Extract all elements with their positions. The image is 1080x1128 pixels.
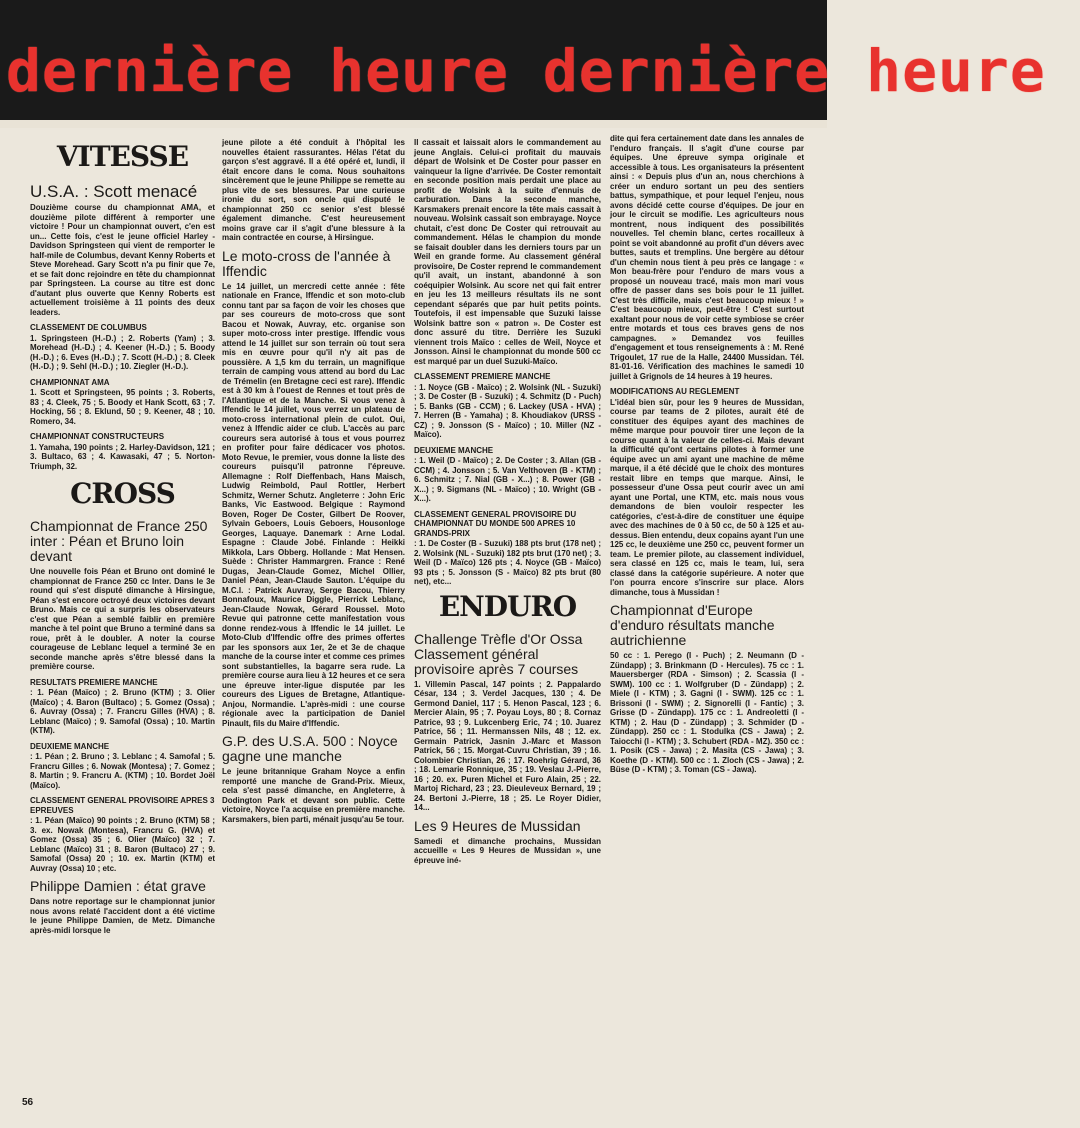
results-ama: 1. Scott et Springsteen, 95 points ; 3. Roberts, 83 ; 4. Cleek, 75 ; 5. Boody et Hank Scott, 63 ; 7. Hocking, 56 ; 8. Eklund, 50 ; 9. Keener, 48 ; 10. Romero, 34. bbox=[30, 388, 215, 426]
article-motocross: Le 14 juillet, un mercredi cette année : fête nationale en France, Iffendic et son moto-club connu tant par sa façon de voir les choses que par ses coureurs de moto-cross que sont Bacou et Nowak, Auvray, etc. organise son super moto-cross inter prestige. Iffendic vous attend le 14 juillet sur son terrain où tout sera mis en œuvre pour qu'il n'y ait pas de poussière. A 1,5 km du terrain, un magnifique terrain de camping vous attend au bord du Lac de Trémelin (en Bretagne ceci est rare). Iffendic est à 30 km à l'ouest de Rennes et tout près de l'Atlantique et de la Manche. Si vous venez à Iffendic le 14 juillet, vous verrez un plateau de moto-cross international plein de culot. Oui, venez à Iffendic aider ce club. L'accès au parc coureurs sera autorisé à tous et vous pourrez en profiter pour faire dédicacer vos photos. Moto Revue, le premier, vous donne la liste des coureurs puisqu'il patronne l'épreuve. Allemagne : Rolf Dieffenbach, Hans Maisch, Ludwig Reimbold, Paul Rottler, Herbert Schmitz, Werner Schutz. Angleterre : John Eric Banks, Vic Eastwood. Belgique : Raymond Boven, Roger De Coster, Gilbert De Roover, Sylvain Geboers, Louis Geboers, Housonloge Georges, Laquaye. Danemark : Arne Lodal. Espagne : Claude Jobé. Finlande : Heikki Mikkola, Lars Obberg. Hollande : Mat Hensen. Suède : Christer Hammargren. France : René Dugas, Jean-Claude Gomez, Michel Ollier, Daniel Péan, Jean-Claude Sauton. L'équipe du M.C.I. : Patrick Auvray, Serge Bacou, Thierry Bonnafoux, Maurice Diggle, Pierrick Leblanc, Jean-Claude Nowak, Gérard Roussel. Moto Revue qui patronne cette manifestation vous donne rendez-vous à Iffendic le 14 juillet. Le Moto-Club d'Iffendic offre des primes offertes par les sponsors aux 1er, 2e et 3e de chaque manche de la course inter et comme ces primes sont substantielles, la bagarre sera rude. La première course aura lieu à 12 heures et ce sera une épreuve inter-ligue disputée par les coureurs des Ligues de Bretagne, Atlantique-Anjou, Normandie. L'après-midi : une course régionale avec la participation de Daniel Pinault, fils du Maire d'Iffendic. bbox=[222, 281, 405, 728]
subhead-deuxieme-manche: DEUXIEME MANCHE bbox=[414, 445, 494, 455]
column-4 bbox=[610, 134, 804, 780]
subhead-constructeurs: CHAMPIONNAT CONSTRUCTEURS bbox=[30, 432, 165, 441]
results-challenge: 1. Villemin Pascal, 147 points ; 2. Pappalardo César, 134 ; 3. Verdel Jacques, 130 ; 4. De Germond Daniel, 117 ; 5. Henon Pascal, 123 ; 6. Mercier Alain, 95 ; 7. Poyau Loys, 80 ; 8. Cornaz Patrice, 93 ; 9. Lukcenberg Eric, 74 ; 10. Juarez Patrice, 56 ; 11. Hermanssen Nils, 48 ; 12. ex. Germain Patrick, Jasnin J.-Marc et Masson Patrick, 56 ; 15. Morgat-Cuvru Christian, 39 ; 16. Colombier Christian, 26 ; 17. Roehrig Gérard, 36 ; 18. Lemarie Ronnique, 35 ; 19. Veslau J.-Pierre, 16 ; 20. ex. Puren Michel et Furo Alain, 25 ; 22. Martoj Richard, 23 ; 23. Dieuleveux Bernard, 19 ; 24. Bertoni J.-Pierre, 18 ; 25. Le Royer Didier, 14... bbox=[414, 679, 601, 812]
headline-gp-usa: G.P. des U.S.A. 500 : Noyce gagne une manche bbox=[222, 733, 398, 764]
masthead-banner bbox=[0, 0, 1046, 120]
results-deuxieme: : 1. Péan ; 2. Bruno ; 3. Leblanc ; 4. Samofal ; 5. Francru Gilles ; 6. Nowak (Montesa) ; 7. Gomez ; 8. Martin ; 9. Francru A. (KTM) ; 10. Bordet Joël (Maïco). bbox=[30, 752, 215, 790]
article-mussidan: Samedi et dimanche prochains, Mussidan accueille « Les 9 Heures de Mussidan », une épreuve iné- bbox=[414, 836, 601, 865]
subhead-resultats: RESULTATS PREMIERE MANCHE bbox=[30, 677, 158, 687]
article-mussidan-cont: dite qui fera certainement date dans les annales de l'enduro français. Il s'agit d'une course par équipes. Une épreuve sympa originale et accessible à tous. Les organisateurs la présentent ainsi : « Depuis plus d'un an, nous cherchions à créer un enduro sortant un peu des sentiers battus, sympathique, et pour lequel l'enjeu, nous avons décidé cette course d'équipes. De jour en jour le circuit se modifie. Les agriculteurs nous montrent, nous indiquent des possibilités nouvelles. Tel chemin blanc, certes rocailleux à point se voit abandonné au profit d'un dévers avec buttes, sauts et tremplins. Une bergère au détour d'un chemin nous tient à peu près ce langage : « Mon beau-frère pour l'enduro de mars vous a proposé un nouveau tracé, mais mon mari vous offre de passer dans ses bois pour le 11 juillet. C'est très difficile, mais c'est beaucoup mieux ! » C'est beaucoup mieux, peut-être ! C'est surtout exaltant pour nous de voir cette symbiose se créer entre motards et tous ces braves gens de nos campagnes. » Demandez vos feuilles d'engagement et tous renseignements à : M. René Trigoulet, 17 rue de la Halle, 24400 Mussidan. Tél. 81-01-16. Vérification des machines le samedi 10 juillet à Grignols de 14 heures à 19 heures. bbox=[610, 134, 804, 381]
article-usa: Douzième course du championnat AMA, et douzième pilote différent à remporter une victoire ! Pour un championnat ouvert, c'en est un... Cette fois, c'est le jeune officiel Harley - Davidson Springsteen qui vient de remporter le half-mile de Columbus, devant Kenny Roberts et Steve Morehead. Gary Scott n'a pu finir que 7e, et se fait donc rejoindre en tête du championnat par Springsteen. La course au titre est donc d'autant plus ouverte que Kenny Roberts est actuellement troisième à 11 points des deux leaders. bbox=[30, 203, 215, 317]
subhead-deuxieme: DEUXIEME MANCHE bbox=[30, 741, 110, 751]
headline-challenge: Challenge Trèfle d'Or Ossa Classement général provisoire après 7 courses bbox=[414, 630, 583, 677]
subhead-premiere-manche: CLASSEMENT PREMIERE MANCHE bbox=[414, 372, 551, 381]
subhead-general: CLASSEMENT GENERAL PROVISOIRE DU CHAMPIONNAT DU MONDE 500 APRES 10 GRANDS-PRIX bbox=[414, 509, 577, 538]
section-title-cross: CROSS bbox=[70, 477, 175, 510]
results-general: : 1. De Coster (B - Suzuki) 188 pts brut (178 net) ; 2. Wolsink (NL - Suzuki) 182 pts brut (170 net) ; 3. Weil (D - Maïco) 126 pts ; 4. Noyce (GB - Maïco) 93 pts ; 5. Jonsson (S - Maïco) 82 pts brut (80 net), etc... bbox=[414, 539, 601, 586]
headline-europe: Championnat d'Europe d'enduro résultats manche autrichienne bbox=[610, 602, 775, 648]
page-number: 56 bbox=[22, 1097, 34, 1108]
banner-title bbox=[6, 37, 1080, 105]
banner-text-1: dernière heure bbox=[6, 37, 509, 105]
results-classement: : 1. Péan (Maïco) 90 points ; 2. Bruno (KTM) 58 ; 3. ex. Nowak (Montesa), Francru G. (HVA) et Gomez (Ossa) 35 ; 6. Olier (Maïco) 32 ; 7. Leblanc (Maïco) 31 ; 8. Baron (Bultaco) 27 ; 9. Samofal (Ossa) 20 ; 10. ex. Martin (KTM) et Auvray (Ossa) 10 ; etc. bbox=[30, 816, 215, 873]
results-constructeurs: 1. Yamaha, 190 points ; 2. Harley-Davidson, 121 ; 3. Bultaco, 63 ; 4. Kawasaki, 47 ; 5. Norton-Triumph, 32. bbox=[30, 442, 215, 471]
article-gp-cont: Il cassait et laissait alors le commandement au jeune Anglais. Celui-ci profitait du mauvais départ de Wolsink et De Coster pour passer en vainqueur la ligne d'arrivée. De Coster remontait en seconde position mais perdait une place au profit de Wolsink à la suite d'ennuis de carburation. Dans la seconde manche, Karsmakers prenait encore la tête mais cassait à nouveau. Wolsink cassait son embrayage. Noyce chutait, c'est donc De Coster qui retrouvait au commandement. Hélas le champion du monde se faisait doubler dans les derniers tours par un Weil en grande forme. Au classement général provisoire, De Coster reprend le commandement qu'il avait, un instant, abandonné à son coéquipier Wolsink. Au score net qui fait entrer en jeu les 13 meilleurs résultats ils ne sont cependant séparés que par huit petits points. Toutefois, il est impensable que Suzuki laisse Wolsink battre son « patron ». De Coster est donc assuré du titre. Derrière les Suzuki viennent trois Maïco : celles de Weil, Noyce et Jonsson. Ainsi le championnat du monde 500 cc est marqué par un duel Suzuki-Maïco. bbox=[414, 138, 601, 366]
results-deuxieme-manche: : 1. Weil (D - Maïco) ; 2. De Coster ; 3. Allan (GB - CCM) ; 4. Jonsson ; 5. Van Velthoven (B - KTM) ; 6. Schmitz ; 7. Nial (GB - X...) ; 8. Power (GB - X...) ; 9. Sigmans (NL - Maïco) ; 10. Wright (GB - X...). bbox=[414, 456, 601, 503]
article-gp-usa: Le jeune britannique Graham Noyce a enfin remporté une manche de Grand-Prix. Mieux, cela s'est passé dimanche, en Angleterre, à Dodington Park et devant son public. Cette victoire, Noyce l'a acquise en première manche. Karsmakers, bien parti, ménait jusqu'au 5e tour. bbox=[222, 767, 405, 824]
headline-usa: U.S.A. : Scott menacé bbox=[30, 182, 198, 201]
article-philippe-cont: jeune pilote a été conduit à l'hôpital les nouvelles étaient rassurantes. Hélas l'état du garçon s'est aggravé. Il a été opéré et, lundi, il était encore dans le coma. Nous souhaitons sincèrement que le jeune Philippe se remette au plus vite de ses blessures. Par une curieuse ironie du sort, son oncle qui disputé le championnat 250 cc senior s'est blessé également dimanche. C'est heureusement moins grave car il s'agit d'une blessure à la main contractée en course, à Hirsingue. bbox=[222, 138, 405, 242]
headline-philippe: Philippe Damien : état grave bbox=[30, 878, 206, 894]
results-columbus: 1. Springsteen (H.-D.) ; 2. Roberts (Yam) ; 3. Morehead (H.-D.) ; 4. Keener (H.-D.) ; 5. Boody (H.-D.) ; 6. Eves (H.-D.) ; 7. Scott (H.-D.) ; 8. Cleek (H.-D.) ; 9. Sehl (H.-D.) ; 10. Ziegler (H.-D.). bbox=[30, 333, 215, 371]
subhead-modifications: MODIFICATIONS AU REGLEMENT bbox=[610, 387, 740, 396]
banner-text-2: dernière heure bbox=[542, 37, 1046, 105]
article-modifications: L'idéal bien sûr, pour les 9 heures de Mussidan, course par teams de 2 pilotes, aurait été de constituer des équipes ayant des machines de même marque pour pouvoir tirer une leçon de la course quant à la valeur de celles-ci. Mais devant la difficulté qu'ont certains pilotes à former une équipe avec un ami ayant une machine de même marque, il a été décidé que le choix des montures restait libre en temps que marque. Ainsi, le possesseur d'une Ossa peut courir avec un ami ayant une Portal, une KTM, etc. mais nous vous demandons de bien vouloir respecter les catégories, c'est-à-dire de constituer une équipe avec des machines de 0 à 50 cc, de 50 à 125 et au-dessus. Bien entendu, deux copains ayant l'un une 125 cc, le deuxième une 250 cc, peuvent former un team. Le premier pilote, au classement individuel, sera classé en 125 cc, mais le team, lui, sera classé dans la catégorie supérieure. A noter que l'on pourra encore s'inscrire sur place. Alors dimanche, tous à Mussidan ! bbox=[610, 397, 804, 597]
headline-cross: Championnat de France 250 inter : Péan et Bruno loin devant bbox=[30, 518, 208, 564]
results-premiere-manche: : 1. Noyce (GB - Maïco) ; 2. Wolsink (NL - Suzuki) ; 3. De Coster (B - Suzuki) ; 4. Schmitz (D - Puch) ; 5. Banks (GB - CCM) ; 6. Lackey (USA - HVA) ; 7. Herren (B - Yamaha) ; 8. Khoudiakov (URSS - CZ) ; 9. Jonsson (S - Maïco) ; 10. Miller (NZ - Maïco). bbox=[414, 382, 601, 439]
subhead-ama: CHAMPIONNAT AMA bbox=[30, 377, 110, 387]
column-3 bbox=[414, 138, 601, 870]
article-cross: Une nouvelle fois Péan et Bruno ont dominé le championnat de France 250 cc Inter. Dans le 3e round qui s'est disputé dimanche à Hirsingue, Péan s'est encore octroyé deux victoires devant Bruno. Mais ce qui a surpris les observateurs c'est que Péan a semblé faiblir en première manche à tel point que Bruno a terminé dans sa roue, prêt à le doubler. A noter la course courageuse de Leblanc lequel a terminé 3e en seconde manche après s'être blessé dans la première course. bbox=[30, 567, 215, 671]
results-premiere: : 1. Péan (Maïco) ; 2. Bruno (KTM) ; 3. Olier (Maïco) ; 4. Baron (Bultaco) ; 5. Gomez (Ossa) ; 6. Auvray (Ossa) ; 7. Francru Gilles (HVA) ; 8. Leblanc (Maïco) ; 9. Samofal (Ossa) ; 10. Martin (KTM). bbox=[30, 688, 215, 735]
subhead-columbus: CLASSEMENT DE COLUMBUS bbox=[30, 323, 147, 332]
page-strip bbox=[0, 120, 827, 128]
results-europe: 50 cc : 1. Perego (I - Puch) ; 2. Neumann (D - Zündapp) ; 3. Brinkmann (D - Hercules). 75 cc : 1. Mauersberger (RDA - Simson) ; 2. Scassia (I - SWM). 100 cc : 1. Wolfgruber (D - Zündapp) ; 2. Miele (I - KTM) ; 3. Gagni (I - SWM). 125 cc : 1. Brissoni (I - SWM) ; 2. Signorelli (I - Fantic) ; 3. Grisse (D - Zündapp). 175 cc : 1. Andreoletti (I - KTM) ; 2. Hau (D - Zündapp) ; 3. Schmider (D - Zündapp). 250 cc : 1. Stodulka (CS - Jawa) ; 2. Taiocchi (I - KTM) ; 3. Schubert (RDA - MZ). 350 cc : 1. Posik (CS - Jawa) ; 2. Masita (CS - Jawa) ; 3. Koethe (D - KTM). 500 cc : 1. Zloch (CS - Jawa) ; 2. Büse (D - KTM) ; 3. Toman (CS - Jawa). bbox=[610, 651, 804, 774]
article-philippe: Dans notre reportage sur le championnat junior nous avons relaté l'accident dont a été victime le jeune Philippe Damien, de Metz. Dimanche après-midi lorsque le bbox=[30, 897, 215, 935]
section-title-enduro: ENDURO bbox=[438, 589, 577, 623]
column-1 bbox=[30, 134, 215, 940]
column-2 bbox=[222, 138, 405, 829]
headline-mussidan: Les 9 Heures de Mussidan bbox=[414, 817, 581, 834]
headline-motocross: Le moto-cross de l'année à Iffendic bbox=[222, 247, 391, 279]
section-title-vitesse: VITESSE bbox=[56, 140, 189, 173]
subhead-classement: CLASSEMENT GENERAL PROVISOIRE APRES 3 EPREUVES bbox=[30, 796, 215, 815]
